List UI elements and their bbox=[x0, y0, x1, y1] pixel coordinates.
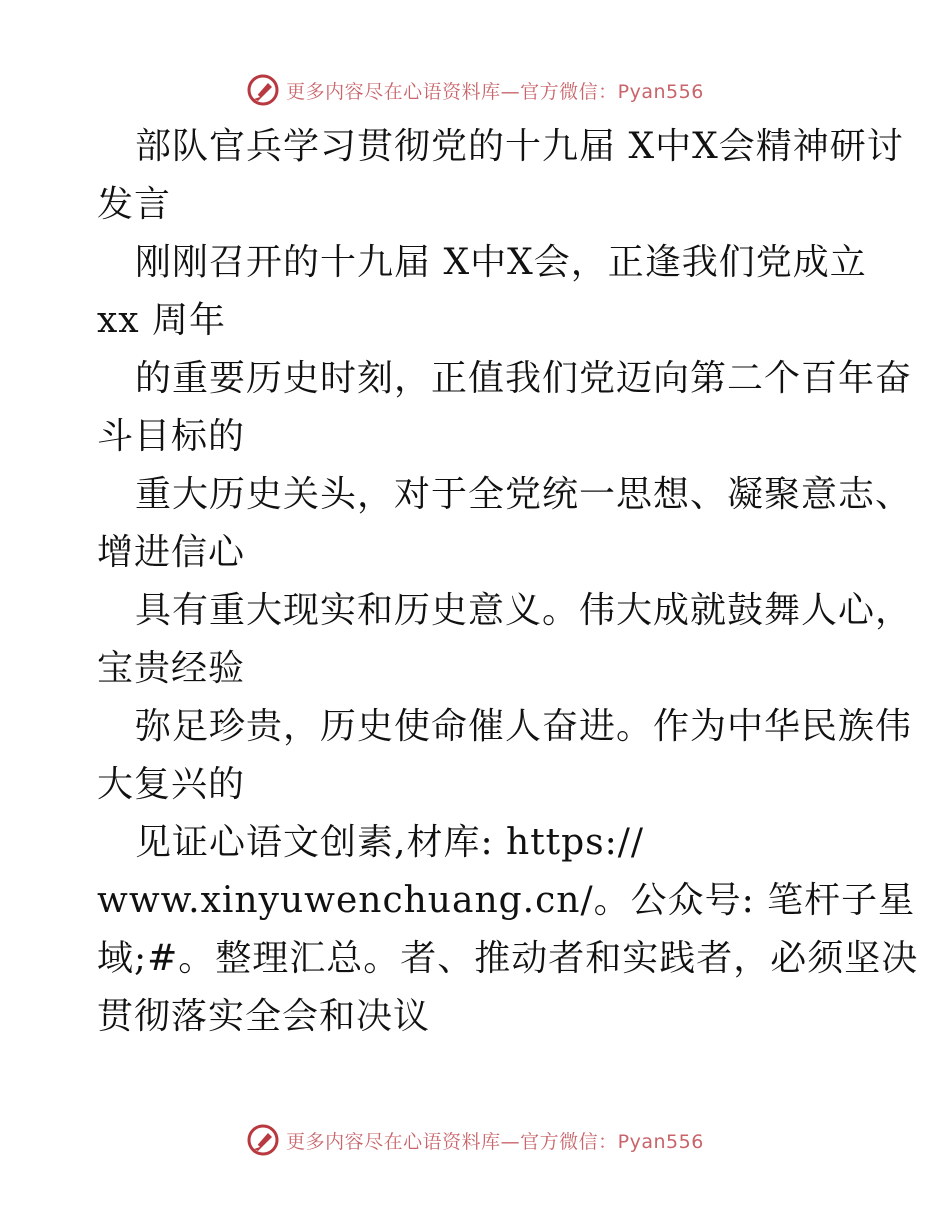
paragraph-line: 域;#。整理汇总。者、推动者和实践者，必须坚决 bbox=[97, 938, 919, 979]
paragraph-line: 的重要历史时刻，正值我们党迈向第二个百年奋 bbox=[135, 358, 913, 399]
pen-logo-icon bbox=[246, 73, 280, 107]
paragraph-line: 斗目标的 bbox=[97, 416, 246, 457]
paragraph-line: 具有重大现实和历史意义。伟大成就鼓舞人心， bbox=[135, 590, 913, 631]
paragraph-line: 重大历史关头，对于全党统一思想、凝聚意志、 bbox=[135, 474, 913, 515]
document-title-line-2: 发言 bbox=[97, 184, 172, 225]
paragraph-line: 弥足珍贵，历史使命催人奋进。作为中华民族伟 bbox=[135, 706, 913, 747]
header-watermark bbox=[0, 70, 950, 110]
paragraph-line: 大复兴的 bbox=[97, 764, 246, 805]
paragraph-line: 刚刚召开的十九届 X中X会，正逢我们党成立 bbox=[135, 242, 867, 283]
document-title-line-1: 部队官兵学习贯彻党的十九届 X中X会精神研讨 bbox=[135, 126, 904, 167]
pen-logo-icon bbox=[246, 1123, 280, 1157]
paragraph-line: 贯彻落实全会和决议 bbox=[97, 996, 431, 1037]
document-body bbox=[97, 118, 919, 1046]
paragraph-line: 增进信心 bbox=[97, 532, 246, 573]
paragraph-line: xx 周年 bbox=[97, 300, 227, 341]
footer-watermark bbox=[0, 1120, 950, 1160]
paragraph-line: www.xinyuwenchuang.cn/。公众号: 笔杆子星 bbox=[97, 880, 916, 921]
header-banner-text: 更多内容尽在心语资料库—官方微信：Pyan556 bbox=[286, 80, 704, 103]
paragraph-line: 宝贵经验 bbox=[97, 648, 246, 689]
paragraph-line: 见证心语文创素,材库: https:// bbox=[135, 822, 645, 863]
footer-banner-text: 更多内容尽在心语资料库—官方微信：Pyan556 bbox=[286, 1130, 704, 1153]
